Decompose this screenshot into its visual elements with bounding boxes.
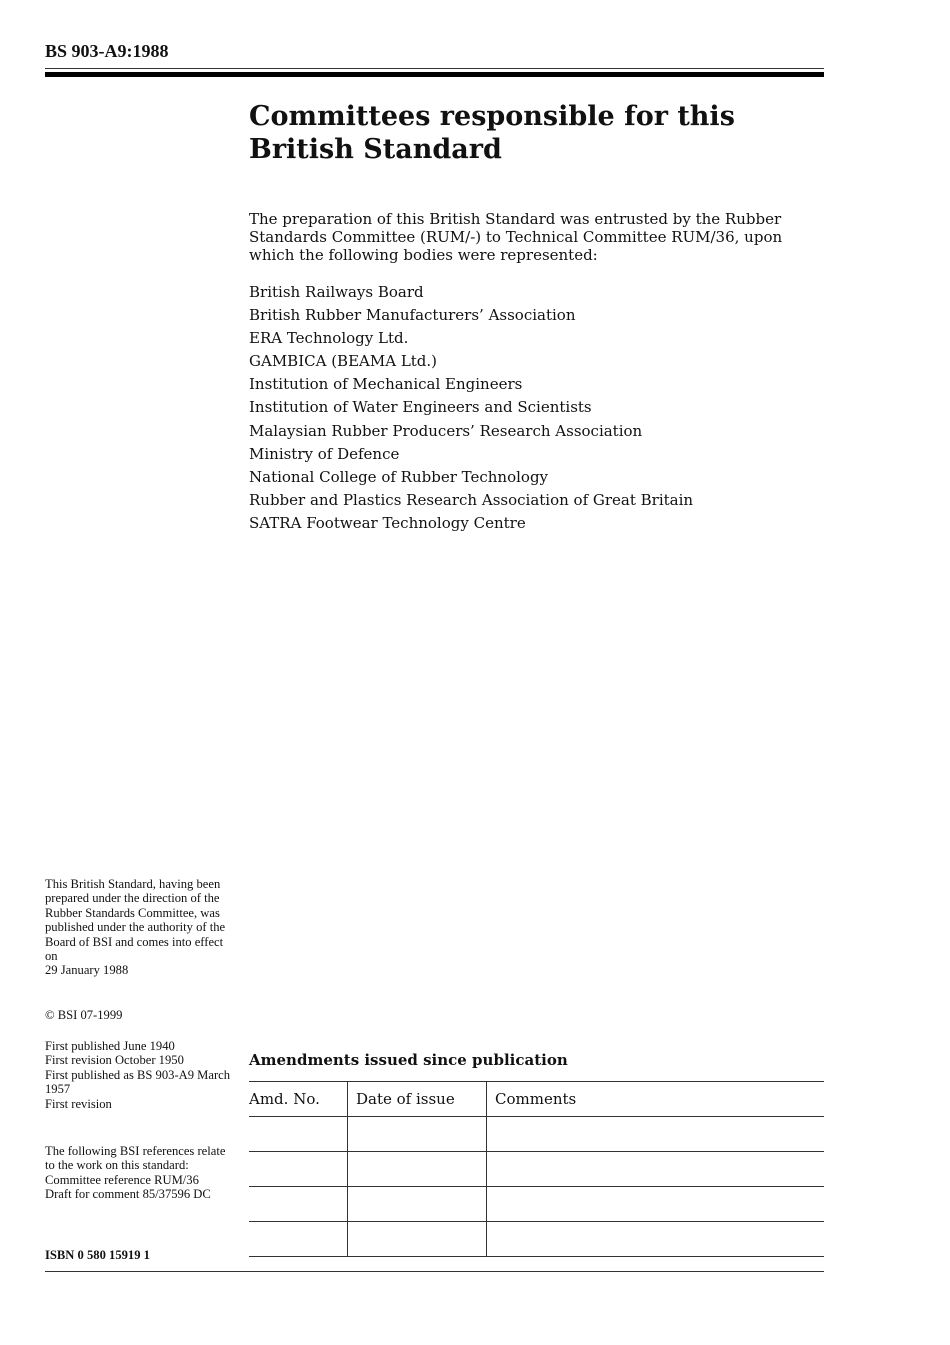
committee-reference: Committee reference RUM/36 <box>45 1172 199 1187</box>
table-cell <box>348 1152 487 1187</box>
list-item: National College of Rubber Technology <box>249 467 549 486</box>
table-row <box>249 1187 824 1222</box>
copyright: © BSI 07-1999 <box>45 1008 123 1022</box>
history-line: First published June 1940 <box>45 1039 175 1053</box>
list-item: Malaysian Rubber Producers’ Research Association <box>249 421 643 440</box>
history-line: First revision October 1950 <box>45 1053 184 1068</box>
draft-reference: Draft for comment 85/37596 DC <box>45 1187 211 1202</box>
list-item: Institution of Mechanical Engineers <box>249 375 523 394</box>
table-cell <box>348 1222 487 1257</box>
list-item: British Railways Board <box>249 283 424 301</box>
publication-history <box>45 1039 235 1111</box>
column-header: Amd. No. <box>249 1082 348 1117</box>
table-cell <box>348 1117 487 1152</box>
footer-rule <box>45 1271 824 1272</box>
list-item: Institution of Water Engineers and Scientists <box>249 398 592 417</box>
table-cell <box>487 1222 825 1257</box>
list-item: British Rubber Manufacturers’ Association <box>249 306 576 325</box>
history-line: First published as BS 903-A9 March 1957 <box>45 1067 231 1097</box>
table-cell <box>487 1117 825 1152</box>
references-intro: The following BSI references relate to the work on this standard: <box>45 1144 226 1173</box>
table-cell <box>249 1152 348 1187</box>
page-title: Committees responsible for this British Standard <box>249 101 735 165</box>
table-cell <box>487 1152 825 1187</box>
publication-note: This British Standard, having been prepared under the direction of the Rubber Standards Committee, was published under the authority of the Board of BSI and comes into effect on <box>45 877 226 964</box>
table-cell <box>249 1117 348 1152</box>
document-code: BS 903-A9:1988 <box>45 41 169 61</box>
list-item: ERA Technology Ltd. <box>249 329 409 348</box>
table-header-row <box>249 1082 824 1117</box>
column-header: Comments <box>487 1082 825 1117</box>
amendments-table <box>249 1081 824 1257</box>
table-cell <box>249 1222 348 1257</box>
table-row <box>249 1117 824 1152</box>
column-header: Date of issue <box>348 1082 487 1117</box>
history-line: First revision <box>45 1096 112 1111</box>
list-item: Rubber and Plastics Research Association of Great Britain <box>249 490 694 509</box>
bsi-references <box>45 1144 235 1202</box>
list-item: GAMBICA (BEAMA Ltd.) <box>249 352 438 371</box>
publication-note-block <box>45 877 235 978</box>
list-item: Ministry of Defence <box>249 444 400 463</box>
isbn: ISBN 0 580 15919 1 <box>45 1248 150 1262</box>
list-item: SATRA Footwear Technology Centre <box>249 513 526 532</box>
copyright-block <box>45 1008 235 1022</box>
table-row <box>249 1222 824 1257</box>
table-cell <box>249 1187 348 1222</box>
header-rule-thin <box>45 68 824 69</box>
table-cell <box>348 1187 487 1222</box>
header-rule-thick <box>45 72 824 77</box>
table-cell <box>487 1187 825 1222</box>
effective-date: 29 January 1988 <box>45 963 129 978</box>
represented-bodies-list <box>249 281 693 535</box>
amendments-title: Amendments issued since publication <box>249 1051 568 1069</box>
intro-paragraph: The preparation of this British Standard was entrusted by the Rubber Standards Committee (RUM/-) to Technical Committee RUM/36, upon which the following bodies were represented: <box>249 210 783 264</box>
table-row <box>249 1152 824 1187</box>
